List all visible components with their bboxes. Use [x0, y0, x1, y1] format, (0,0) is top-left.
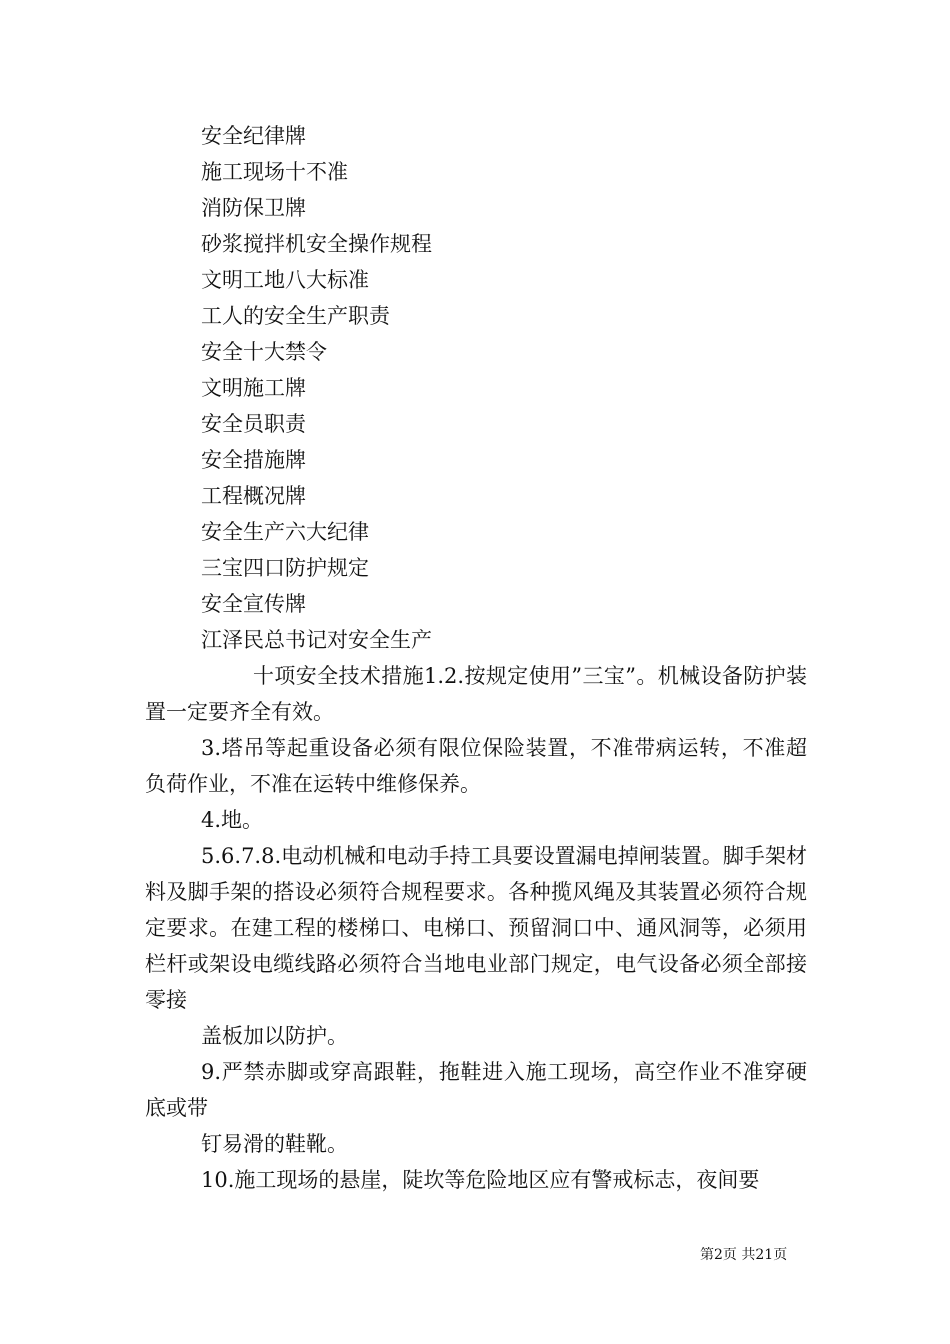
page-number: [700, 1246, 820, 1264]
body-text: [145, 658, 807, 1198]
paragraph-crane: 3.塔吊等起重设备必须有限位保险装置，不准带病运转，不准超负荷作业，不准在运转中维修保养。: [145, 736, 807, 796]
paragraph-electrical: 5.6.7.8.电动机械和电动手持工具要设置漏电掉闸装置。脚手架材料及脚手架的搭设必须符合规程要求。各种揽风绳及其装置必须符合规定要求。在建工程的楼梯口、电梯口、预留洞口中、通风洞等，必须用栏杆或架设电缆线路必须符合当地电业部门规定，电气设备必须全部接零接: [145, 844, 807, 1012]
list-item: 安全纪律牌: [201, 124, 306, 148]
list-item: 文明施工牌: [201, 376, 306, 400]
list-item: 安全措施牌: [201, 448, 306, 472]
total-pages: 21: [755, 1247, 774, 1263]
page-prefix: 第: [700, 1247, 714, 1263]
list-item: 安全宣传牌: [201, 592, 306, 616]
paragraph-cliff: 10.施工现场的悬崖，陡坎等危险地区应有警戒标志，夜间要: [201, 1168, 760, 1192]
list-item: 江泽民总书记对安全生产: [201, 628, 432, 652]
list-item: 工人的安全生产职责: [201, 304, 390, 328]
page-middle: 页 共: [722, 1247, 756, 1263]
list-item: 安全十大禁令: [201, 340, 327, 364]
page-suffix: 页: [773, 1247, 788, 1263]
paragraph-ground: 4.地。: [201, 808, 264, 832]
list-item: 安全生产六大纪律: [201, 520, 369, 544]
sign-list: [201, 118, 821, 658]
list-item: 砂浆搅拌机安全操作规程: [201, 232, 432, 256]
paragraph-measures: 十项安全技术措施1.2.按规定使用”三宝”。机械设备防护装置一定要齐全有效。: [145, 664, 807, 724]
list-item: 文明工地八大标准: [201, 268, 369, 292]
list-item: 安全员职责: [201, 412, 306, 436]
paragraph-shoes: 钉易滑的鞋靴。: [201, 1132, 348, 1156]
paragraph-footwear: 9.严禁赤脚或穿高跟鞋，拖鞋进入施工现场，高空作业不准穿硬底或带: [145, 1060, 807, 1120]
list-item: 三宝四口防护规定: [201, 556, 369, 580]
list-item: 工程概况牌: [201, 484, 306, 508]
list-item: 消防保卫牌: [201, 196, 306, 220]
list-item: 施工现场十不准: [201, 160, 348, 184]
current-page: 2: [714, 1247, 723, 1263]
paragraph-cover: 盖板加以防护。: [201, 1024, 348, 1048]
